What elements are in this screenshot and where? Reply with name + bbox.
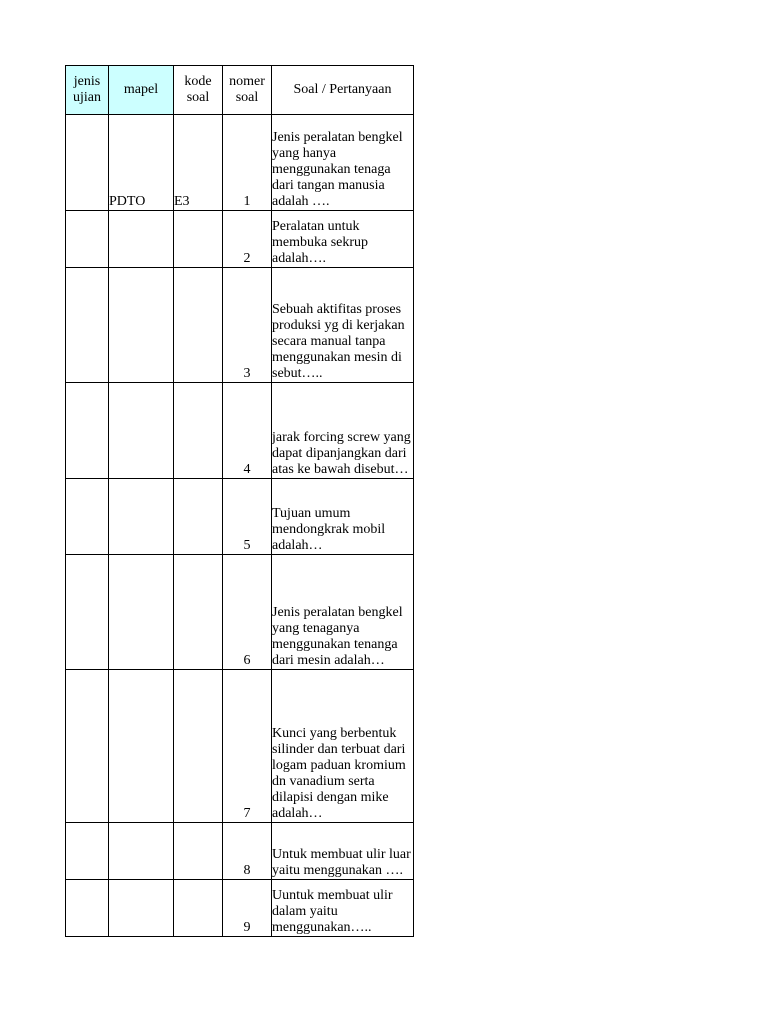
cell-jenis-ujian[interactable]	[66, 268, 109, 383]
table-row	[66, 670, 414, 823]
cell-mapel[interactable]	[109, 479, 174, 555]
cell-kode-soal[interactable]	[174, 211, 223, 268]
table-row	[66, 211, 414, 268]
cell-mapel[interactable]	[109, 555, 174, 670]
cell-nomer-soal[interactable]: 6	[223, 555, 272, 670]
cell-mapel[interactable]	[109, 211, 174, 268]
cell-jenis-ujian[interactable]	[66, 479, 109, 555]
cell-nomer-soal[interactable]: 8	[223, 823, 272, 880]
cell-mapel[interactable]	[109, 880, 174, 937]
cell-mapel[interactable]: PDTO	[109, 115, 174, 211]
cell-soal[interactable]: Untuk membuat ulir luar yaitu menggunakan ….	[272, 823, 414, 880]
header-kode-line2: soal	[186, 90, 210, 105]
cell-jenis-ujian[interactable]	[66, 555, 109, 670]
cell-kode-soal[interactable]	[174, 479, 223, 555]
cell-nomer-soal[interactable]: 3	[223, 268, 272, 383]
table-row	[66, 555, 414, 670]
cell-soal[interactable]: Kunci yang berbentuk silinder dan terbuat dari logam paduan kromium dn vanadium serta dilapisi dengan mike adalah…	[272, 670, 414, 823]
cell-soal[interactable]: Uuntuk membuat ulir dalam yaitu menggunakan…..	[272, 880, 414, 937]
table-row	[66, 880, 414, 937]
header-soal-label: Soal / Pertanyaan	[293, 82, 392, 97]
header-kode-soal[interactable]	[174, 66, 223, 115]
cell-soal[interactable]: jarak forcing screw yang dapat dipanjangkan dari atas ke bawah disebut…	[272, 383, 414, 479]
cell-kode-soal[interactable]	[174, 880, 223, 937]
question-table	[65, 65, 414, 937]
header-mapel-label: mapel	[123, 82, 159, 97]
cell-jenis-ujian[interactable]	[66, 383, 109, 479]
cell-kode-soal[interactable]	[174, 670, 223, 823]
table-row	[66, 823, 414, 880]
cell-nomer-soal[interactable]: 7	[223, 670, 272, 823]
cell-soal[interactable]: Sebuah aktifitas proses produksi yg di kerjakan secara manual tanpa menggunakan mesin di sebut…..	[272, 268, 414, 383]
cell-jenis-ujian[interactable]	[66, 211, 109, 268]
table-row	[66, 115, 414, 211]
cell-jenis-ujian[interactable]	[66, 115, 109, 211]
cell-kode-soal[interactable]	[174, 555, 223, 670]
cell-kode-soal[interactable]	[174, 268, 223, 383]
table-row	[66, 383, 414, 479]
cell-mapel[interactable]	[109, 268, 174, 383]
cell-kode-soal[interactable]	[174, 383, 223, 479]
cell-nomer-soal[interactable]: 5	[223, 479, 272, 555]
cell-soal[interactable]: Jenis peralatan bengkel yang tenaganya menggunakan tenanga dari mesin adalah…	[272, 555, 414, 670]
cell-kode-soal[interactable]	[174, 823, 223, 880]
cell-jenis-ujian[interactable]	[66, 880, 109, 937]
cell-soal[interactable]: Peralatan untuk membuka sekrup adalah….	[272, 211, 414, 268]
header-row	[66, 66, 414, 115]
header-nomer-soal[interactable]	[223, 66, 272, 115]
header-soal-pertanyaan[interactable]	[272, 66, 414, 115]
header-jenis-line1: jenis	[73, 74, 101, 89]
cell-nomer-soal[interactable]: 9	[223, 880, 272, 937]
header-jenis-ujian[interactable]	[66, 66, 109, 115]
cell-mapel[interactable]	[109, 383, 174, 479]
header-kode-line1: kode	[184, 74, 212, 89]
cell-jenis-ujian[interactable]	[66, 823, 109, 880]
cell-nomer-soal[interactable]: 2	[223, 211, 272, 268]
header-jenis-line2: ujian	[73, 90, 101, 105]
header-mapel[interactable]	[109, 66, 174, 115]
table-row	[66, 479, 414, 555]
cell-nomer-soal[interactable]: 4	[223, 383, 272, 479]
cell-jenis-ujian[interactable]	[66, 670, 109, 823]
cell-soal[interactable]: Jenis peralatan bengkel yang hanya menggunakan tenaga dari tangan manusia adalah ….	[272, 115, 414, 211]
header-nomer-line2: soal	[235, 90, 259, 105]
cell-kode-soal[interactable]: E3	[174, 115, 223, 211]
cell-nomer-soal[interactable]: 1	[223, 115, 272, 211]
cell-mapel[interactable]	[109, 670, 174, 823]
header-nomer-line1: nomer	[229, 74, 265, 89]
cell-soal[interactable]: Tujuan umum mendongkrak mobil adalah…	[272, 479, 414, 555]
cell-mapel[interactable]	[109, 823, 174, 880]
table-row	[66, 268, 414, 383]
